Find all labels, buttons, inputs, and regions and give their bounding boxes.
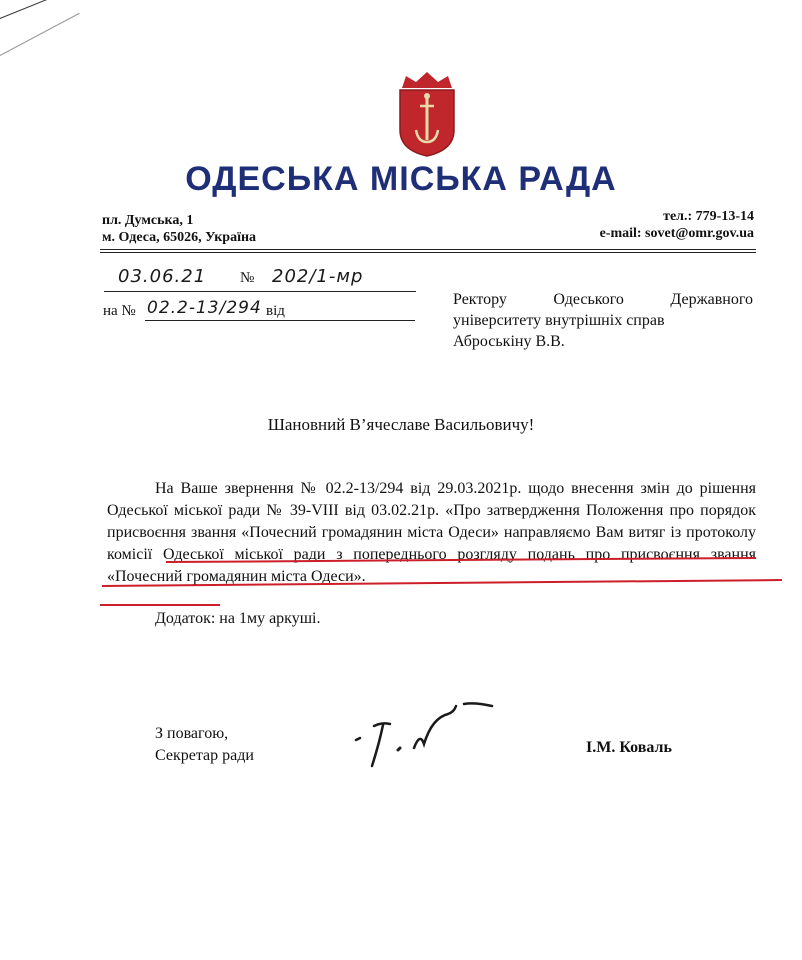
outgoing-date: 03.06.21 bbox=[118, 266, 207, 287]
phone-number: тел.: 779-13-14 bbox=[663, 209, 754, 224]
council-address bbox=[102, 212, 256, 246]
reply-number: 02.2-13/294 bbox=[147, 298, 262, 318]
signer-name: І.М. Коваль bbox=[586, 739, 672, 756]
reply-date-label: від bbox=[266, 303, 285, 319]
recipient-line-3: Аброськіну В.В. bbox=[453, 333, 565, 350]
closing-greeting: З повагою, bbox=[155, 725, 229, 742]
recipient-block bbox=[453, 289, 753, 352]
header-rule-secondary bbox=[100, 252, 756, 253]
outgoing-number-label: № bbox=[240, 270, 255, 286]
attachment-note: Додаток: на 1му аркуші. bbox=[155, 610, 321, 627]
address-city: м. Одеса, 65026, Україна bbox=[102, 230, 257, 245]
closing-block bbox=[155, 723, 254, 767]
email-address: e-mail: sovet@omr.gov.ua bbox=[599, 226, 754, 241]
recipient-line-2: університету внутрішніх справ bbox=[453, 312, 665, 329]
header-rule bbox=[100, 249, 756, 250]
fold-mark-secondary bbox=[0, 13, 80, 56]
signer-position: Секретар ради bbox=[155, 747, 254, 764]
salutation: Шановний В’ячеславе Васильовичу! bbox=[267, 415, 535, 434]
odesa-coat-of-arms-icon bbox=[394, 68, 460, 158]
fold-mark bbox=[0, 0, 111, 23]
body-paragraph: На Ваше звернення № 02.2-13/294 від 29.03.2021р. щодо внесення змін до рішення Одеської міської ради № 39-VIII від 03.02.21р. «Про затвердження Положення про порядок присвоєння звання «Почесний громадянин міста Одеси» направляємо Вам витяг із протоколу комісії Одеської міської ради з попереднього розгляду подань про присвоєння звання «Почесний громадянин міста Одеси». bbox=[107, 480, 756, 585]
reply-line bbox=[145, 320, 415, 321]
outgoing-line bbox=[104, 291, 416, 292]
council-contacts bbox=[600, 208, 754, 242]
reply-number-label: на № bbox=[103, 303, 136, 319]
address-street: пл. Думська, 1 bbox=[102, 213, 194, 228]
red-underline-3 bbox=[100, 604, 220, 606]
handwritten-signature bbox=[352, 686, 502, 772]
recipient-line-1: Ректору Одеського Державного bbox=[453, 291, 753, 308]
letter-body bbox=[107, 478, 756, 588]
council-title: ОДЕСЬКА МІСЬКА РАДА bbox=[185, 160, 617, 198]
outgoing-number: 202/1-мр bbox=[272, 266, 364, 287]
